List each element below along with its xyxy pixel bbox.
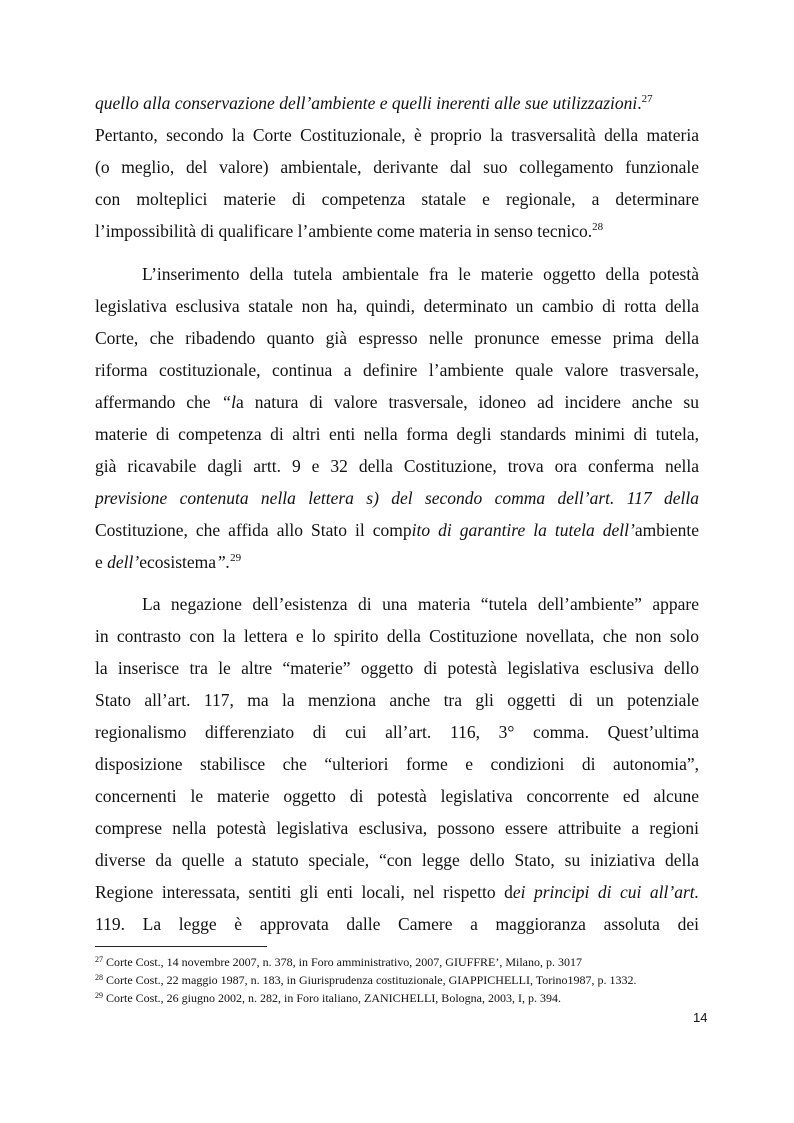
text-run: ecosistema <box>139 552 217 572</box>
text-run: l’impossibilità di qualificare l’ambiente come materia in senso tecnico. <box>95 221 593 241</box>
text-run: La negazione dell’esistenza di una materia “tutela dell’ambiente” appare <box>142 594 699 614</box>
body-line <box>95 390 699 414</box>
body-line <box>95 784 699 808</box>
text-run: ambiente <box>634 520 699 540</box>
italic-text: “l <box>221 392 237 412</box>
text-run: L’inserimento della tutela ambientale fra le materie oggetto della potestà <box>142 264 699 284</box>
text-run: disposizione stabilisce che “ulteriori forme e condizioni di autonomia”, <box>95 754 699 774</box>
footnote <box>95 972 637 988</box>
text-run: con molteplici materie di competenza statale e regionale, a determinare <box>95 189 699 209</box>
text-run: regionalismo differenziato di cui all’art. 116, 3° comma. Quest’ultima <box>95 722 699 742</box>
text-run: già ricavabile dagli artt. 9 e 32 della Costituzione, trova ora conferma nella <box>95 456 699 476</box>
footnote-number: 28 <box>95 973 103 982</box>
footnote <box>95 990 561 1006</box>
footnote-text: Corte Cost., 22 maggio 1987, n. 183, in Giurisprudenza costituzionale, GIAPPICHELLI, Torino1987, p. 1332. <box>103 973 637 987</box>
footnote-number: 29 <box>95 991 103 1000</box>
body-line <box>95 326 699 350</box>
text-run: comprese nella potestà legislativa esclusiva, possono essere attribuite a regioni <box>95 818 699 838</box>
text-run: Costituzione, che affida allo Stato il comp <box>95 520 412 540</box>
text-run: Pertanto, secondo la Corte Costituzionale, è proprio la trasversalità della materia <box>95 125 699 145</box>
body-line <box>95 912 699 936</box>
footnote-separator <box>95 946 267 947</box>
body-line <box>95 358 699 382</box>
text-run: concernenti le materie oggetto di potestà legislativa concorrente ed alcune <box>95 786 699 806</box>
italic-text: ito di garantire la tutela dell’ <box>411 520 635 540</box>
text-run: affermando che <box>95 392 222 412</box>
body-line <box>95 454 699 478</box>
text-run: a natura di valore trasversale, idoneo ad incidere anche su <box>236 392 699 412</box>
body-line <box>95 624 699 648</box>
page-number: 14 <box>693 1010 708 1025</box>
text-run: la inserisce tra le altre “materie” oggetto di potestà legislativa esclusiva dello <box>95 658 699 678</box>
body-line <box>95 91 699 115</box>
text-run: 119. La legge è approvata dalle Camere a maggioranza assoluta dei <box>95 914 699 934</box>
text-run: Corte, che ribadendo quanto già espresso nelle pronunce emesse prima della <box>95 328 699 348</box>
body-line <box>95 720 699 744</box>
body-line <box>95 848 699 872</box>
text-run: materie di competenza di altri enti nella forma degli standards minimi di tutela, <box>95 424 699 444</box>
text-run: Stato all’art. 117, ma la menziona anche tra gli oggetti di un potenziale <box>95 690 699 710</box>
text-run: e <box>95 552 108 572</box>
body-line <box>95 550 699 574</box>
footnote-text: Corte Cost., 14 novembre 2007, n. 378, in Foro amministrativo, 2007, GIUFFRE’, Milano, p. 3017 <box>103 955 582 969</box>
body-line <box>95 880 699 904</box>
body-line <box>95 155 699 179</box>
italic-text: ei principi di cui all’art. <box>512 882 699 902</box>
text-run: riforma costituzionale, continua a definire l’ambiente quale valore trasversale, <box>95 360 699 380</box>
body-line <box>142 592 699 616</box>
body-line <box>95 219 699 243</box>
italic-text: previsione contenuta nella lettera s) del secondo comma dell’art. 117 della <box>95 488 699 508</box>
italic-text: dell’ <box>107 552 140 572</box>
body-line <box>95 688 699 712</box>
footnote-ref: 27 <box>641 93 653 105</box>
italic-text: quello alla conservazione dell’ambiente e quelli inerenti alle sue utilizzazioni <box>95 93 638 113</box>
text-run: diverse da quelle a statuto speciale, “con legge dello Stato, su iniziativa della <box>95 850 699 870</box>
text-run: (o meglio, del valore) ambientale, derivante dal suo collegamento funzionale <box>95 157 699 177</box>
footnote-number: 27 <box>95 955 103 964</box>
footnote <box>95 954 582 970</box>
body-line <box>95 294 699 318</box>
body-line <box>95 752 699 776</box>
text-run: legislativa esclusiva statale non ha, quindi, determinato un cambio di rotta della <box>95 296 699 316</box>
body-line <box>95 816 699 840</box>
body-line <box>95 518 699 542</box>
italic-text: ”. <box>216 552 231 572</box>
footnote-ref: 29 <box>230 552 242 564</box>
text-run: Regione interessata, sentiti gli enti locali, nel rispetto d <box>95 882 513 902</box>
body-line <box>142 262 699 286</box>
footnote-ref: 28 <box>592 221 604 233</box>
body-line <box>95 422 699 446</box>
footnote-text: Corte Cost., 26 giugno 2002, n. 282, in Foro italiano, ZANICHELLI, Bologna, 2003, I, p. 394. <box>103 991 561 1005</box>
text-run: . <box>637 93 642 113</box>
body-line <box>95 187 699 211</box>
body-line <box>95 486 699 510</box>
text-run: in contrasto con la lettera e lo spirito della Costituzione novellata, che non solo <box>95 626 699 646</box>
body-line <box>95 656 699 680</box>
body-line <box>95 123 699 147</box>
